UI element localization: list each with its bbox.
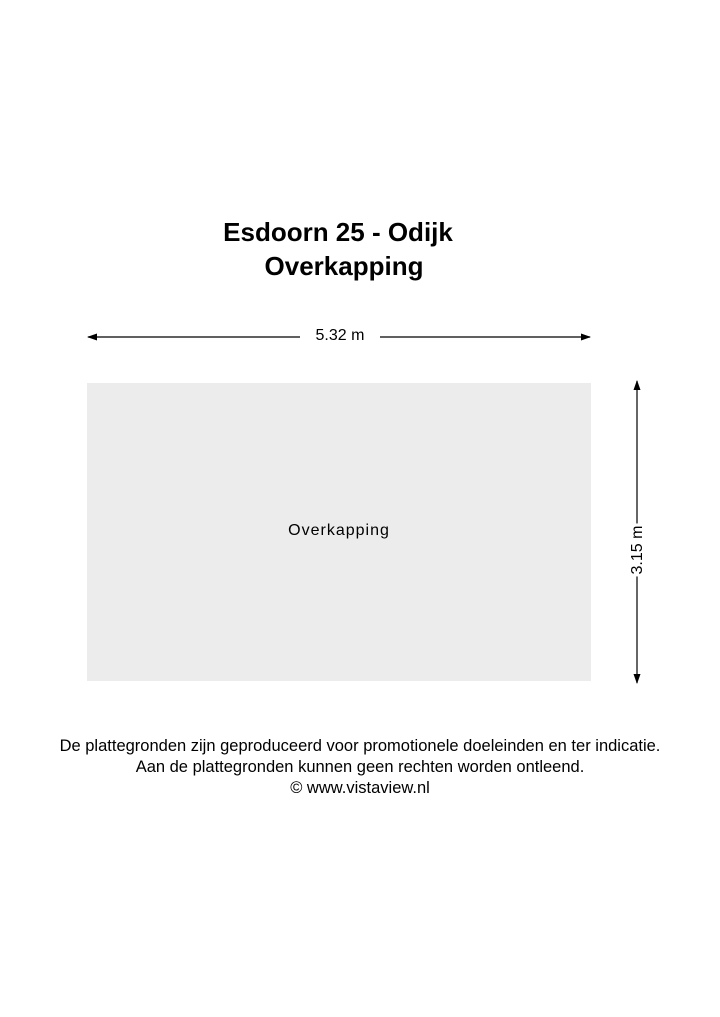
disclaimer-line-1: De plattegronden zijn geproduceerd voor promotionele doeleinden en ter indicatie. — [59, 737, 661, 755]
floorplan-title-address: Esdoorn 25 - Odijk — [223, 217, 453, 247]
disclaimer-line-2: Aan de plattegronden kunnen geen rechten worden ontleend. — [135, 758, 585, 776]
width-dimension-label: 5.32 m — [300, 326, 380, 346]
room-label: Overkapping — [288, 522, 390, 539]
depth-dimension-label: 3.15 m — [629, 525, 646, 575]
room-overkapping — [87, 383, 591, 681]
floorplan-title-room: Overkapping — [264, 251, 424, 281]
depth-dimension-label-wrapper — [628, 520, 648, 580]
disclaimer — [0, 736, 720, 799]
copyright-line: © www.vistaview.nl — [290, 779, 430, 797]
